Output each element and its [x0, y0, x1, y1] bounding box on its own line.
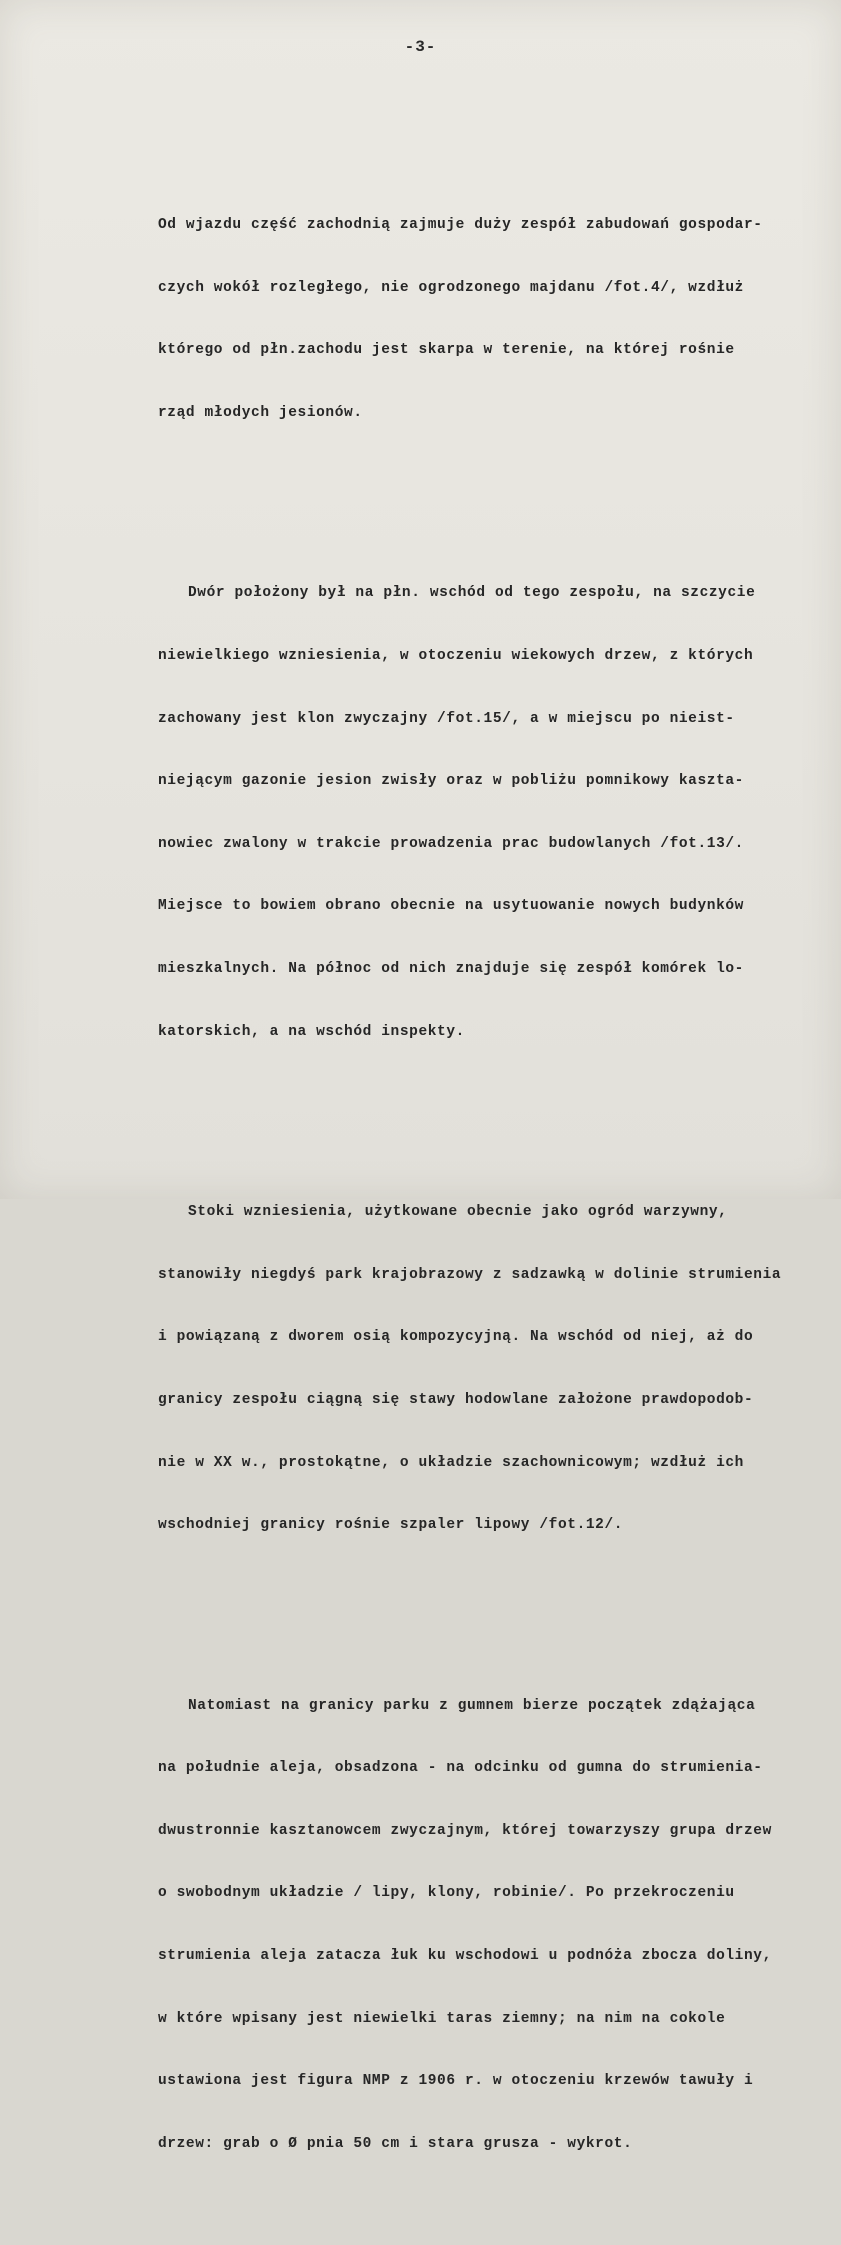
text-line: niejącym gazonie jesion zwisły oraz w pobliżu pomnikowy kaszta- — [158, 773, 744, 790]
text-line: dwustronnie kasztanowcem zwyczajnym, której towarzyszy grupa drzew — [158, 1822, 772, 1839]
text-line: którego od płn.zachodu jest skarpa w terenie, na której rośnie — [158, 342, 735, 359]
text-line: Natomiast na granicy parku z gumnem bierze początek zdążająca — [188, 1697, 756, 1714]
text-line: Dwór położony był na płn. wschód od tego zespołu, na szczycie — [188, 585, 756, 602]
text-line: na południe aleja, obsadzona - na odcinku od gumna do strumienia- — [158, 1760, 763, 1777]
text-line: wschodniej granicy rośnie szpaler lipowy /fot.12/. — [158, 1517, 624, 1534]
text-line: mieszkalnych. Na północ od nich znajduje się zespół komórek lo- — [158, 960, 744, 977]
text-line: o swobodnym układzie / lipy, klony, robinie/. Po przekroczeniu — [158, 1885, 735, 1902]
text-line: katorskich, a na wschód inspekty. — [158, 1023, 465, 1040]
text-line: w które wpisany jest niewielki taras ziemny; na nim na cokole — [158, 2010, 726, 2027]
text-line: zachowany jest klon zwyczajny /fot.15/, a w miejscu po nieist- — [158, 710, 735, 727]
text-line: ustawiona jest figura NMP z 1906 r. w otoczeniu krzewów tawuły i — [158, 2073, 754, 2090]
text-line: Stoki wzniesienia, użytkowane obecnie jako ogród warzywny, — [188, 1204, 728, 1221]
text-line: Od wjazdu część zachodnią zajmuje duży zespół zabudowań gospodar- — [158, 217, 763, 233]
text-line: rząd młodych jesionów. — [158, 404, 363, 421]
text-line: strumienia aleja zatacza łuk ku wschodowi u podnóża zbocza doliny, — [158, 1948, 772, 1965]
text-line: granicy zespołu ciągną się stawy hodowlane założone prawdopodob- — [158, 1391, 754, 1408]
text-line: i powiązaną z dworem osią kompozycyjną. Na wschód od niej, aż do — [158, 1329, 754, 1346]
paragraph — [158, 1165, 838, 1573]
document-body — [158, 130, 838, 2245]
text-line: nowiec zwalony w trakcie prowadzenia prac budowlanych /fot.13/. — [158, 835, 744, 852]
page-number: -3- — [404, 38, 437, 56]
paragraph — [158, 546, 838, 1079]
text-line: czych wokół rozległego, nie ogrodzonego majdanu /fot.4/, wzdłuż — [158, 279, 744, 296]
text-line: niewielkiego wzniesienia, w otoczeniu wiekowych drzew, z których — [158, 647, 754, 664]
text-line: stanowiły niegdyś park krajobrazowy z sadzawką w dolinie strumienia — [158, 1266, 782, 1283]
text-line: nie w XX w., prostokątne, o układzie szachownicowym; wzdłuż ich — [158, 1454, 744, 1471]
text-line: Miejsce to bowiem obrano obecnie na usytuowanie nowych budynków — [158, 898, 744, 915]
paragraph — [158, 1659, 838, 2192]
text-line: drzew: grab o Ø pnia 50 cm i stara grusza - wykrot. — [158, 2135, 633, 2152]
paragraph — [158, 178, 838, 460]
